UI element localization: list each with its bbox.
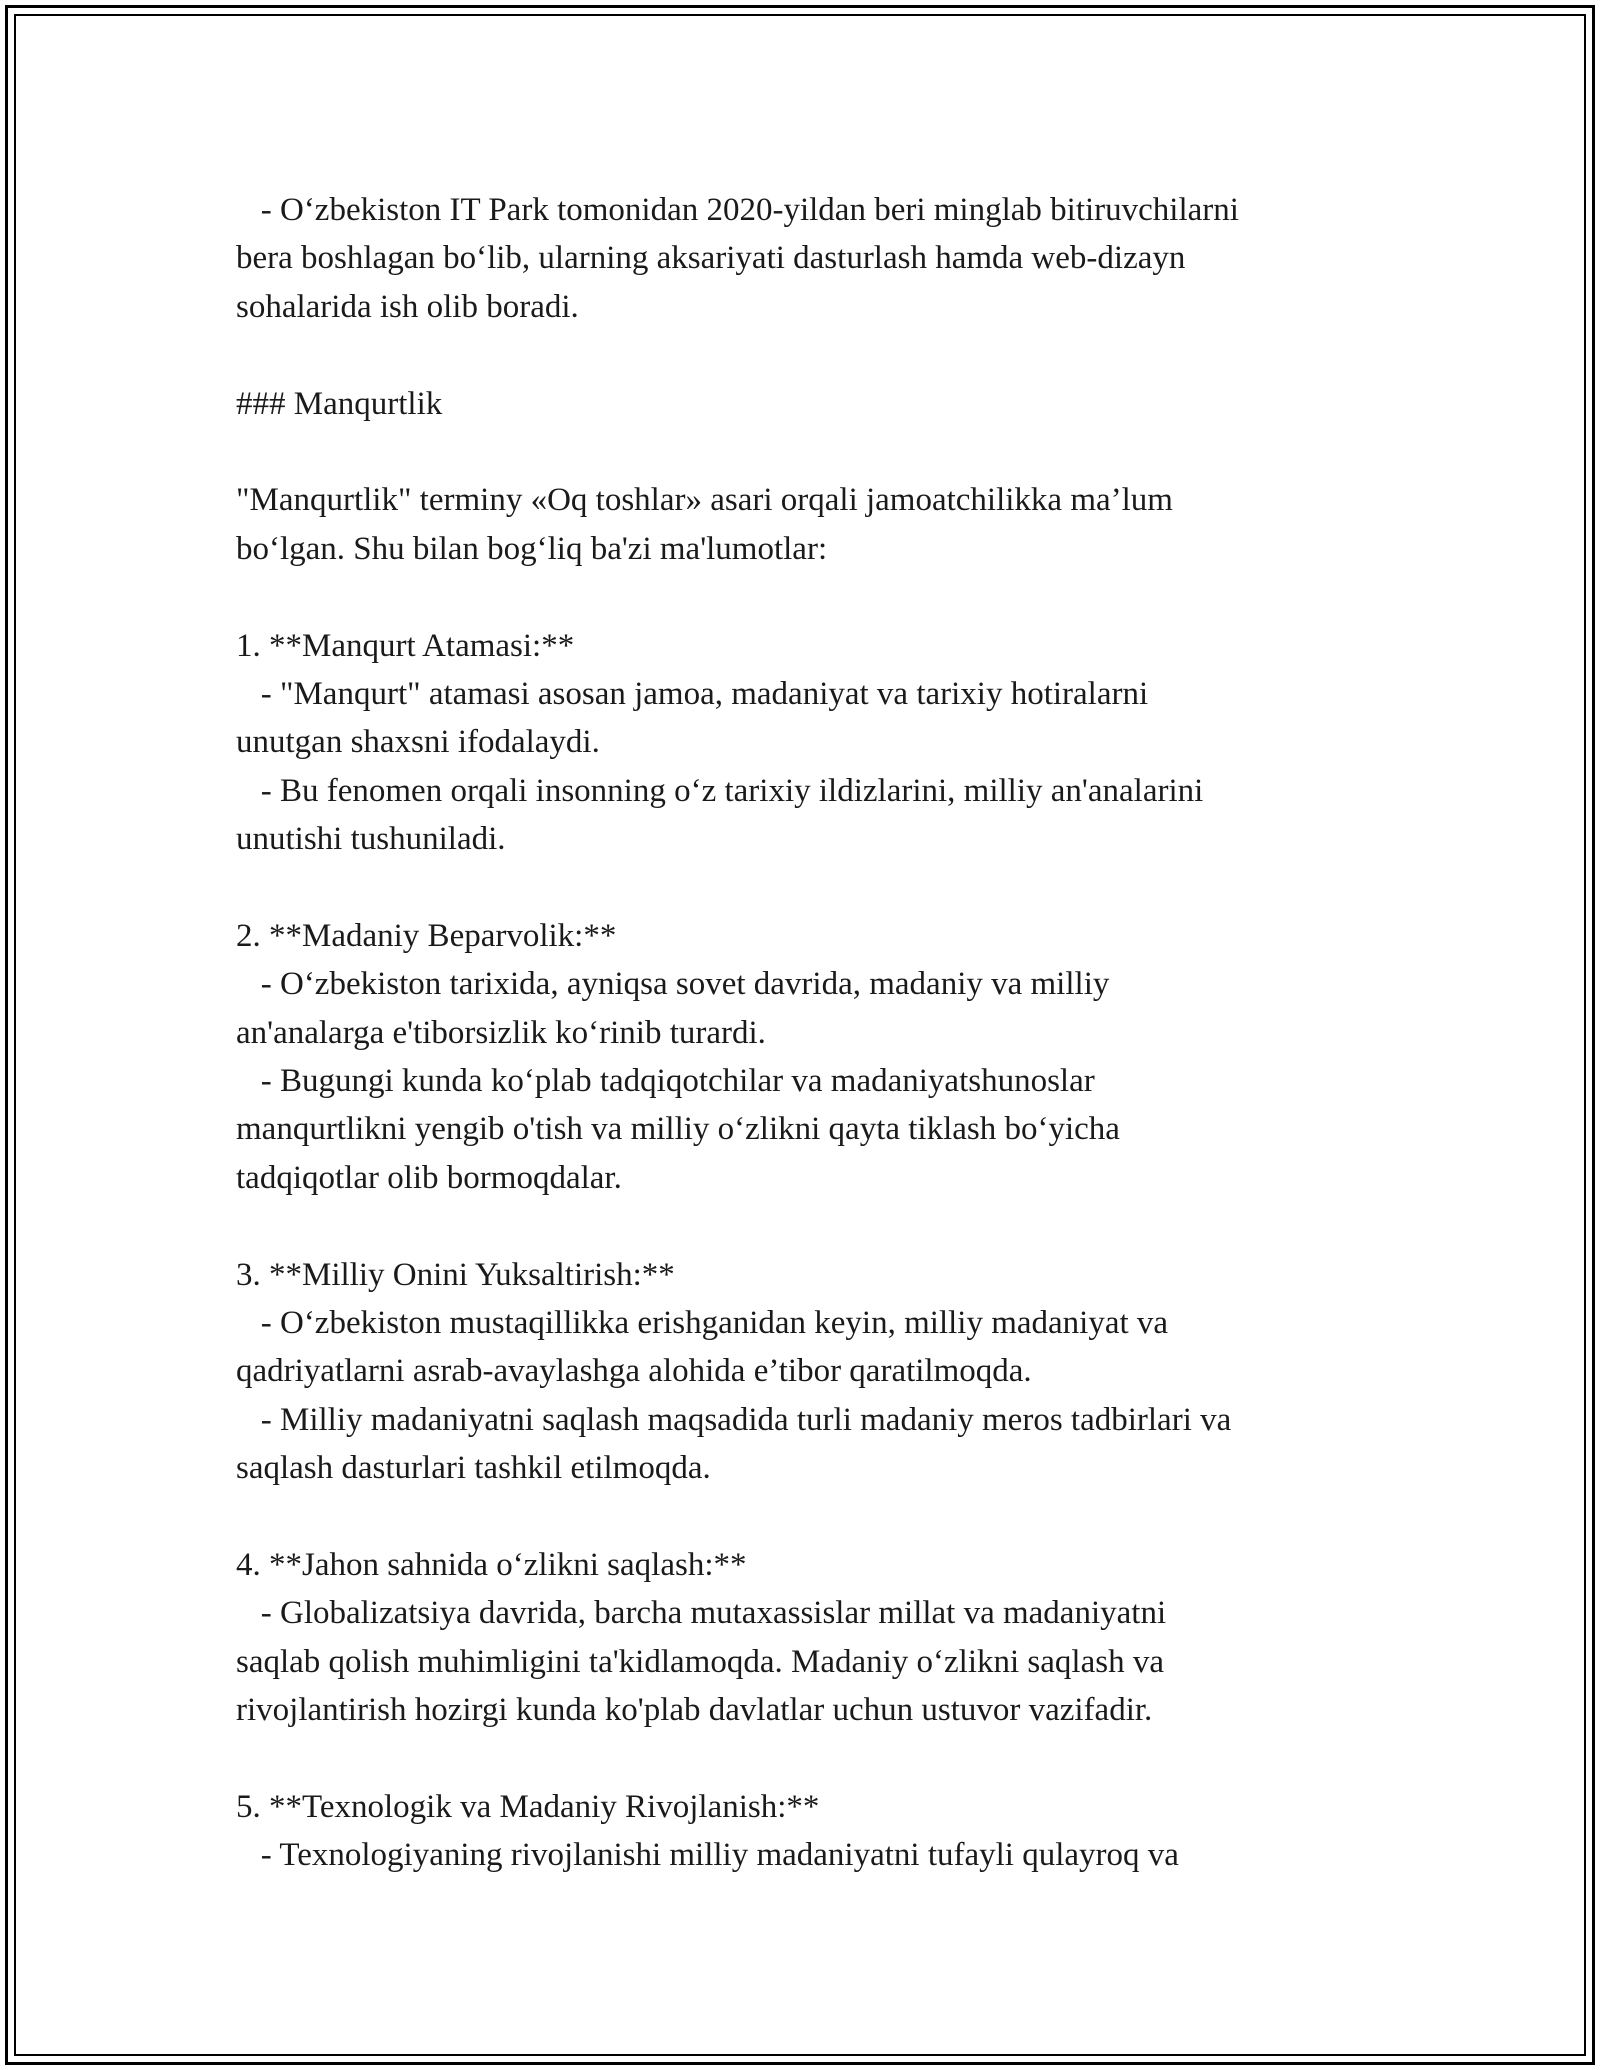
text-line: 5. **Texnologik va Madaniy Rivojlanish:** xyxy=(236,1788,820,1825)
text-line: 3. **Milliy Onini Yuksaltirish:** xyxy=(236,1256,675,1293)
text-line: 1. **Manqurt Atamasi:** xyxy=(236,627,575,664)
text-line: unutgan shaxsni ifodalaydi. xyxy=(236,724,600,761)
text-line: - Oʻzbekiston IT Park tomonidan 2020-yildan beri minglab bitiruvchilarni xyxy=(236,192,1239,228)
blank-line xyxy=(236,331,1386,379)
text-line: saqlash dasturlari tashkil etilmoqda. xyxy=(236,1450,711,1487)
text-line: - Oʻzbekiston tarixida, ayniqsa sovet davrida, madaniy va milliy xyxy=(236,966,1110,1003)
text-line: - Texnologiyaning rivojlanishi milliy madaniyatni tufayli qulayroq va xyxy=(236,1837,1179,1874)
text-line: bera boshlagan boʻlib, ularning aksariyati dasturlash hamda web-dizayn xyxy=(236,240,1186,277)
text-line: - "Manqurt" atamasi asosan jamoa, madaniyat va tarixiy hotiralarni xyxy=(236,675,1149,712)
text-line: rivojlantirish hozirgi kunda ko'plab davlatlar uchun ustuvor vazifadir. xyxy=(236,1692,1153,1729)
text-line: an'analarga e'tiborsizlik koʻrinib turardi. xyxy=(236,1014,766,1051)
blank-line xyxy=(236,428,1386,476)
text-line: - Oʻzbekiston mustaqillikka erishganidan keyin, milliy madaniyat va xyxy=(236,1304,1169,1341)
text-line: 4. **Jahon sahnida oʻzlikni saqlash:** xyxy=(236,1546,747,1583)
text-line: qadriyatlarni asrab-avaylashga alohida e’tibor qaratilmoqda. xyxy=(236,1353,1032,1390)
text-line: - Bu fenomen orqali insonning oʻz tarixiy ildizlarini, milliy an'analarini xyxy=(236,772,1204,809)
blank-line xyxy=(236,1493,1386,1541)
blank-line xyxy=(236,863,1386,911)
text-line: - Bugungi kunda koʻplab tadqiqotchilar va madaniyatshunoslar xyxy=(236,1063,1095,1100)
text-line: ### Manqurtlik xyxy=(236,385,443,422)
text-line: "Manqurtlik" terminy «Oq toshlar» asari orqali jamoatchilikka ma’lum xyxy=(236,482,1173,519)
text-line: saqlab qolish muhimligini ta'kidlamoqda. Madaniy oʻzlikni saqlash va xyxy=(236,1643,1164,1680)
document-body xyxy=(236,186,1386,1880)
text-line: sohalarida ish olib boradi. xyxy=(236,288,579,325)
text-line: manqurtlikni yengib o'tish va milliy oʻzlikni qayta tiklash boʻyicha xyxy=(236,1111,1120,1148)
blank-line xyxy=(236,573,1386,621)
text-line: tadqiqotlar olib bormoqdalar. xyxy=(236,1159,622,1196)
text-line: - Globalizatsiya davrida, barcha mutaxassislar millat va madaniyatni xyxy=(236,1595,1167,1632)
text-line: 2. **Madaniy Beparvolik:** xyxy=(236,917,617,954)
blank-line xyxy=(236,1202,1386,1250)
blank-line xyxy=(236,1735,1386,1783)
text-line: boʻlgan. Shu bilan bogʻliq ba'zi ma'lumotlar: xyxy=(236,530,828,567)
text-line: unutishi tushuniladi. xyxy=(236,821,506,858)
text-line: - Milliy madaniyatni saqlash maqsadida turli madaniy meros tadbirlari va xyxy=(236,1401,1232,1438)
